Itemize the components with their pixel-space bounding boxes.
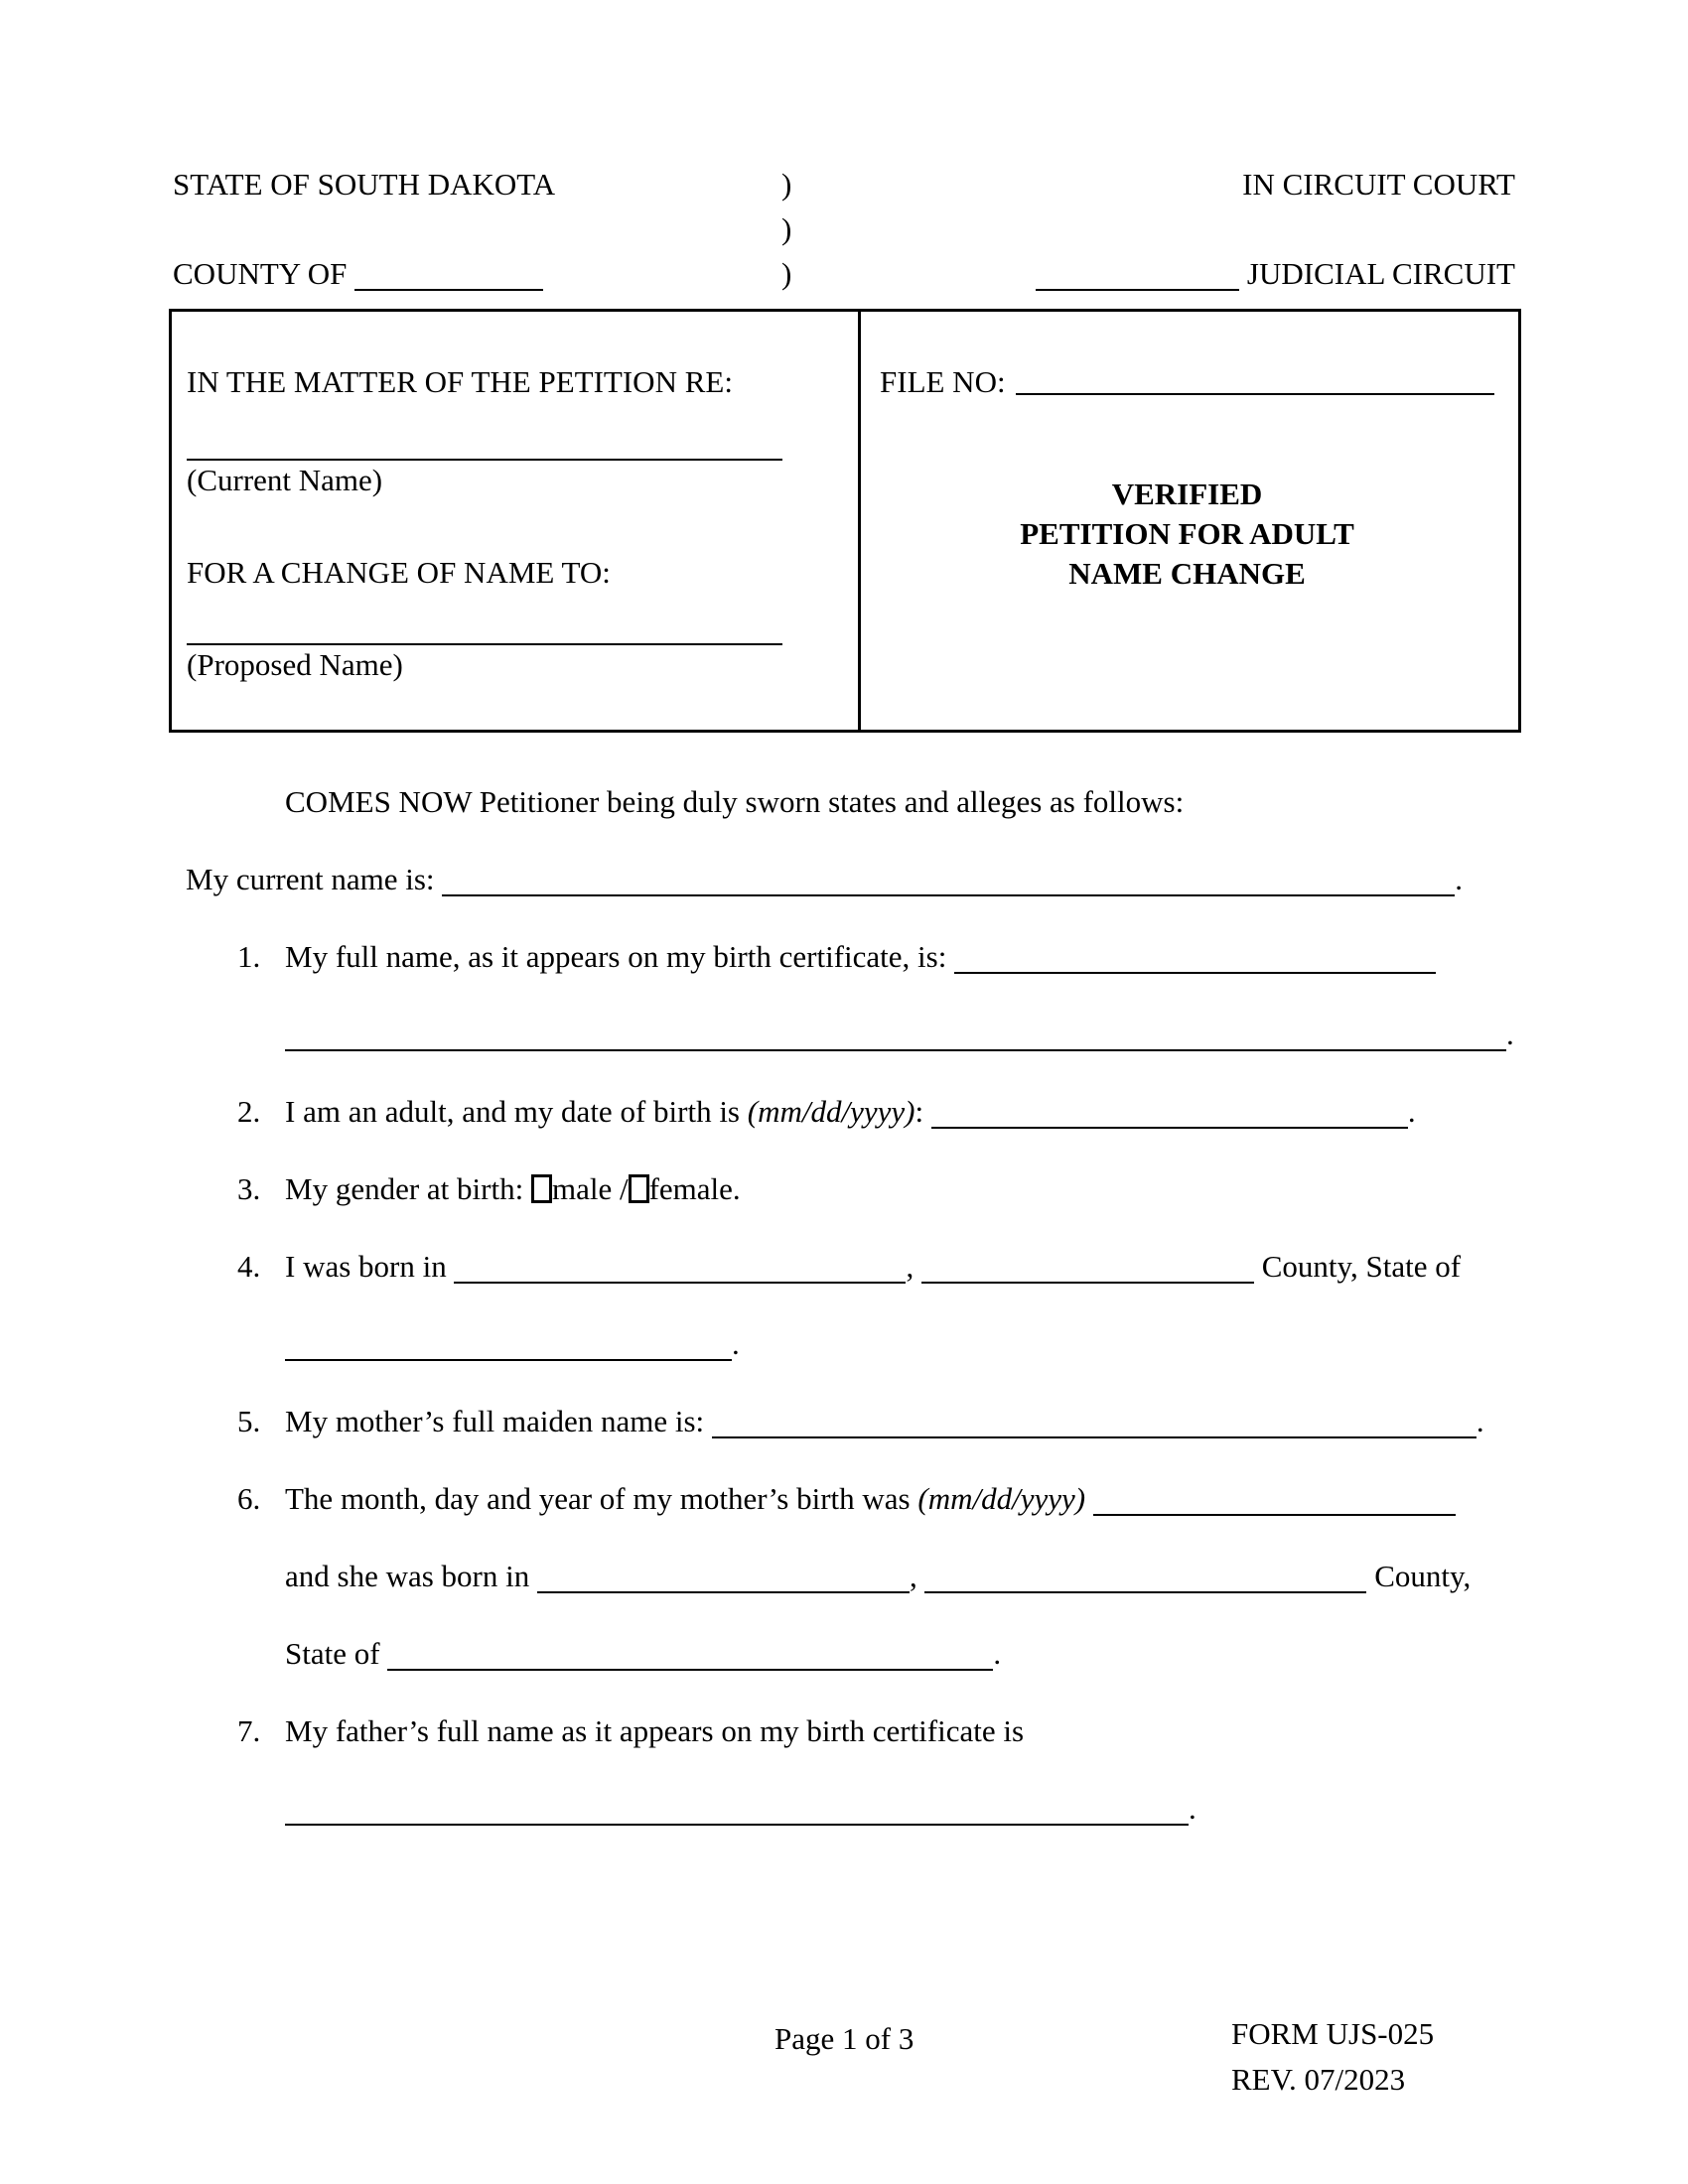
text-run	[1085, 1481, 1093, 1516]
page-number: Page 1 of 3	[774, 2021, 914, 2056]
birth-state-field[interactable]	[285, 1325, 732, 1361]
county-field[interactable]	[354, 255, 543, 291]
text-run: State of	[285, 1636, 388, 1671]
birth-city-field[interactable]	[454, 1248, 906, 1284]
item-number: 6.	[237, 1481, 261, 1516]
header-row-1	[173, 162, 1515, 206]
birth-certificate-name-1-field[interactable]	[954, 938, 1436, 974]
italic-text-run: (mm/dd/yyyy)	[747, 1094, 915, 1129]
item-continuation-line	[186, 1538, 1509, 1615]
birth-county-field[interactable]	[921, 1248, 1254, 1284]
text-run: .	[1407, 1094, 1416, 1129]
proposed-name-field[interactable]	[187, 643, 782, 645]
item-line	[186, 1383, 1509, 1460]
comes-now-paragraph: COMES NOW Petitioner being duly sworn states and alleges as follows:	[285, 784, 1185, 819]
item-number: 1.	[237, 939, 261, 974]
mother-birth-county-field[interactable]	[924, 1558, 1366, 1593]
mother-maiden-name-field[interactable]	[712, 1403, 1477, 1438]
mother-birth-state-field[interactable]	[387, 1635, 993, 1671]
item-continuation-line	[186, 996, 1514, 1073]
item-line	[186, 1228, 1509, 1305]
header-row-3	[173, 251, 1515, 296]
petition-item-5	[186, 1383, 1509, 1460]
file-no-label: FILE NO:	[880, 364, 1006, 399]
document-title-line-1: VERIFIED	[1111, 477, 1263, 511]
petition-item-1	[186, 918, 1514, 1073]
item-number: 3.	[237, 1171, 261, 1206]
text-run: ,	[906, 1249, 921, 1284]
petition-item-6	[186, 1460, 1509, 1693]
text-run: .	[1455, 862, 1464, 896]
petition-item-4	[186, 1228, 1509, 1383]
county-label: COUNTY OF	[173, 256, 348, 291]
item-number: 7.	[237, 1713, 261, 1748]
petition-items	[186, 918, 1514, 1847]
judicial-circuit-label: JUDICIAL CIRCUIT	[1246, 256, 1515, 291]
date-of-birth-field[interactable]	[931, 1093, 1408, 1129]
current-name-statement	[186, 841, 1509, 918]
petition-item-3	[186, 1151, 1509, 1228]
form-number: FORM UJS-025	[1231, 2016, 1435, 2051]
state-line: STATE OF SOUTH DAKOTA	[173, 167, 556, 202]
document-title-line-2: PETITION FOR ADULT	[1020, 516, 1354, 551]
text-run: .	[1476, 1404, 1484, 1438]
text-run: County,	[1366, 1559, 1472, 1593]
text-run: The month, day and year of my mother’s birth was	[285, 1481, 918, 1516]
document-title	[880, 475, 1494, 594]
case-caption-box	[169, 309, 1521, 733]
court-caption-header	[173, 162, 1515, 296]
judicial-circuit-line	[871, 251, 1515, 296]
text-run: .	[732, 1326, 740, 1361]
change-of-name-line: FOR A CHANGE OF NAME TO:	[187, 555, 611, 590]
text-run: :	[914, 1094, 931, 1129]
judicial-circuit-number-field[interactable]	[1036, 255, 1239, 291]
text-run: ,	[909, 1559, 925, 1593]
text-run: .	[993, 1636, 1002, 1671]
text-run: My full name, as it appears on my birth certificate, is:	[285, 939, 955, 974]
file-no-field[interactable]	[1016, 364, 1494, 395]
item-line	[186, 1151, 1509, 1228]
petition-item-2	[186, 1073, 1509, 1151]
text-run: I was born in	[285, 1249, 455, 1284]
text-run: My mother’s full maiden name is:	[285, 1404, 712, 1438]
petition-item-7	[186, 1693, 1509, 1847]
document-title-line-3: NAME CHANGE	[1068, 556, 1306, 591]
text-run: County, State of	[1253, 1249, 1462, 1284]
caption-box-right-cell	[861, 312, 1518, 730]
text-run: .	[1189, 1791, 1196, 1826]
text-run: My gender at birth:	[285, 1171, 531, 1206]
caption-paren-1: )	[781, 167, 792, 202]
mother-birth-city-field[interactable]	[537, 1558, 910, 1593]
form-revision: REV. 07/2023	[1231, 2062, 1406, 2097]
text-run: female.	[648, 1171, 741, 1206]
item-continuation-line	[186, 1615, 1509, 1693]
item-number: 2.	[237, 1094, 261, 1129]
item-line	[186, 1073, 1509, 1151]
text-run: and she was born in	[285, 1559, 537, 1593]
current-name-field[interactable]	[442, 861, 1455, 896]
checkbox-male[interactable]	[531, 1174, 552, 1203]
proposed-name-caption: (Proposed Name)	[187, 647, 403, 682]
italic-text-run: (mm/dd/yyyy)	[917, 1481, 1086, 1516]
form-identifier	[1231, 2011, 1434, 2103]
item-line	[186, 918, 1509, 996]
father-name-field[interactable]	[285, 1790, 1189, 1826]
matter-line: IN THE MATTER OF THE PETITION RE:	[187, 364, 733, 399]
current-name-caption: (Current Name)	[187, 463, 383, 497]
text-run: .	[1506, 1017, 1514, 1051]
petition-body	[186, 763, 1514, 1847]
item-line	[186, 1693, 1509, 1770]
header-row-2	[173, 206, 1515, 251]
caption-box-left-cell	[172, 312, 861, 730]
text-run: My current name is:	[186, 862, 443, 896]
current-name-field[interactable]	[187, 459, 782, 461]
text-run: My father’s full name as it appears on my birth certificate is	[285, 1713, 1025, 1748]
file-no-line	[880, 364, 1494, 400]
item-line	[186, 1460, 1509, 1538]
text-run: male /	[551, 1171, 629, 1206]
item-number: 5.	[237, 1404, 261, 1438]
text-run: I am an adult, and my date of birth is	[285, 1094, 748, 1129]
checkbox-female[interactable]	[629, 1174, 649, 1203]
caption-paren-3: )	[781, 256, 792, 291]
item-number: 4.	[237, 1249, 261, 1284]
birth-certificate-name-2-field[interactable]	[285, 1016, 1506, 1051]
circuit-court-line: IN CIRCUIT COURT	[1242, 167, 1515, 202]
item-continuation-line	[186, 1770, 1509, 1847]
item-continuation-line	[186, 1305, 1509, 1383]
caption-paren-2: )	[781, 211, 792, 246]
county-line	[173, 251, 781, 296]
mother-date-of-birth-field[interactable]	[1093, 1480, 1456, 1516]
